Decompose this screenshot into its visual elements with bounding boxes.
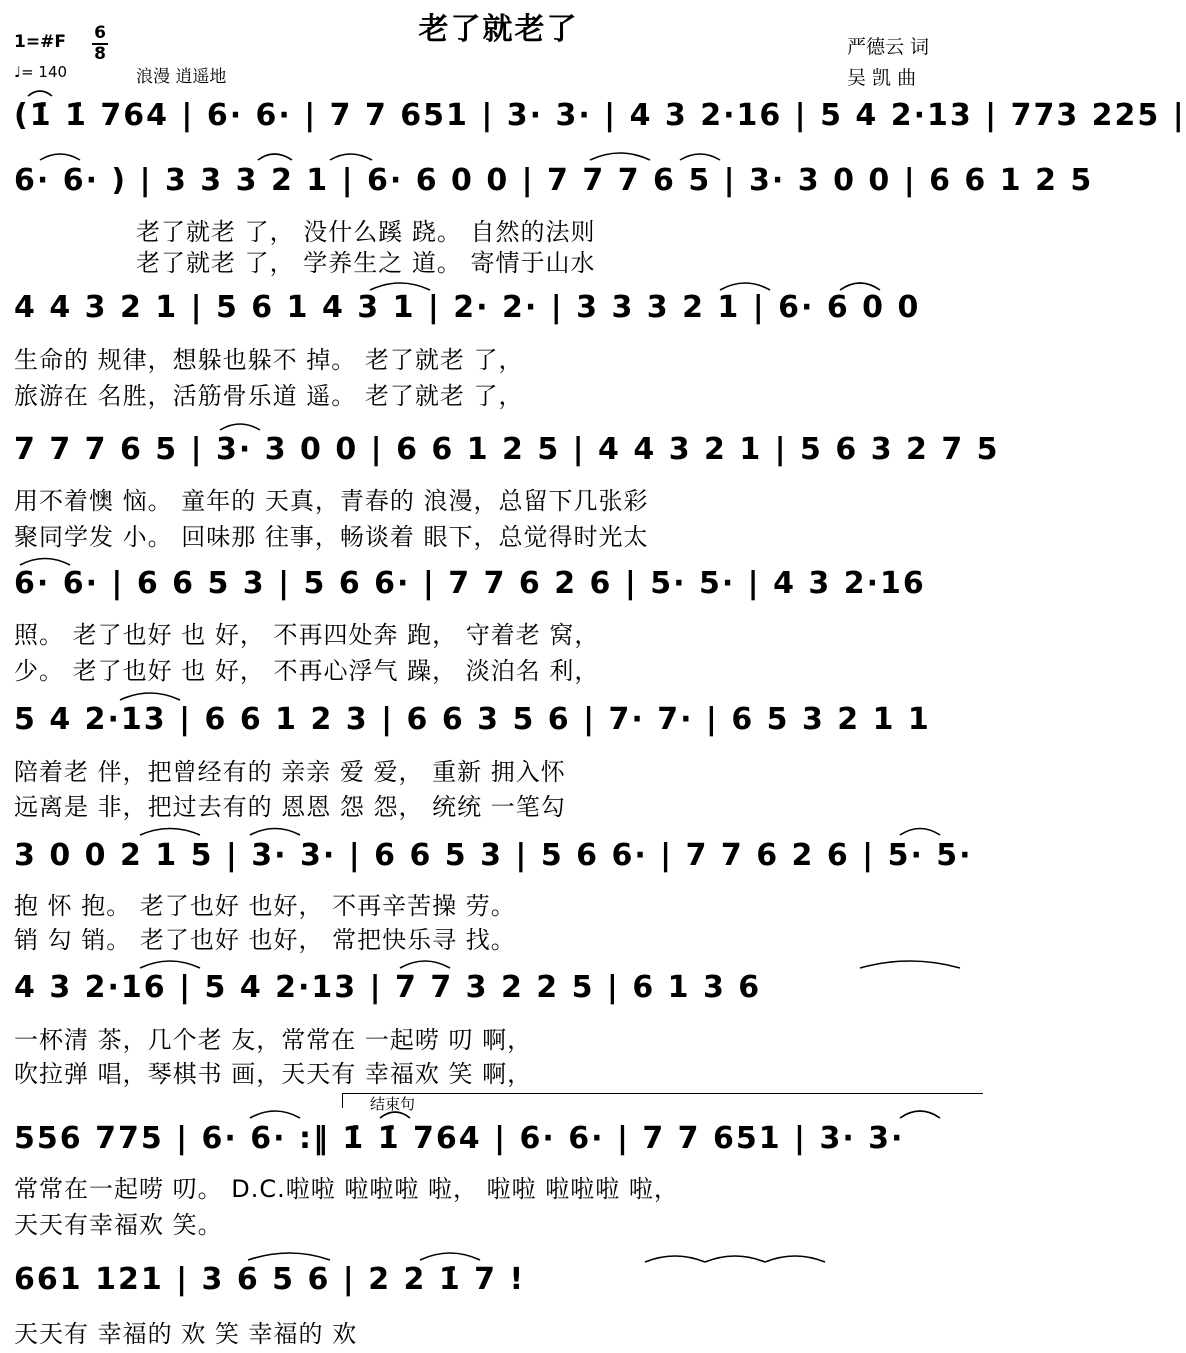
slur: [380, 1112, 410, 1118]
score-line-8-lyric-verse-2: 吹拉弹 唱，琴棋书 画，天天有 幸福欢 笑 啊，: [14, 1060, 533, 1088]
score-line-2-notes: 6· 6· ) | 3 3 3 2 1 | 6· 6 0 0 | 7 7 7 6 5 | 3· 3 0 0 | 6 6 1 2 5: [14, 163, 1094, 198]
slur: [370, 283, 430, 290]
slur: [720, 283, 770, 290]
slur: [120, 693, 180, 700]
score-line-7-lyric-verse-1: 抱 怀 抱。 老了也好 也好， 不再辛苦操 劳。: [14, 892, 516, 920]
score-line-7-notes: 3 0 0 2 1 5 | 3· 3· | 6 6 5 3 | 5 6 6· | 7 7 6 2 6 | 5· 5·: [14, 838, 973, 873]
slur: [140, 961, 200, 968]
score-line-2-lyric-verse-1: 老了就老 了， 没什么蹊 跷。 自然的法则: [136, 218, 596, 246]
slur: [330, 154, 372, 160]
score-line-8-lyric-verse-1: 一杯清 茶，几个老 友，常常在 一起唠 叨 啊，: [14, 1026, 533, 1054]
time-signature-top: 6: [94, 23, 106, 43]
slur: [765, 1256, 825, 1262]
slur: [40, 154, 80, 160]
score-line-6-lyric-verse-1: 陪着老 伴，把曾经有的 亲亲 爱 爱， 重新 拥入怀: [14, 758, 566, 786]
slur: [860, 961, 960, 968]
score-line-5-lyric-verse-1: 照。 老了也好 也 好， 不再四处奔 跑， 守着老 窝，: [14, 621, 600, 649]
lyricist-credit: 严德云 词: [847, 36, 930, 58]
score-line-5-notes: 6· 6· | 6 6 5 3 | 5 6 6· | 7 7 6 2 6 | 5· 5· | 4 3 2·16: [14, 566, 926, 601]
key-signature: 1=#F: [14, 32, 66, 52]
score-line-7-lyric-verse-2: 销 勾 销。 老了也好 也好， 常把快乐寻 找。: [14, 926, 516, 954]
slur: [140, 829, 200, 836]
slur: [400, 961, 450, 968]
slur: [680, 154, 720, 160]
score-line-9-notes: 556 775 | 6· 6· :‖ 1̇ 1̇ 764 | 6· 6· | 7 7 651 | 3· 3·: [14, 1121, 905, 1156]
score-line-3-lyric-verse-2: 旅游在 名胜，活筋骨乐道 遥。 老了就老 了，: [14, 382, 524, 410]
score-line-6-notes: 5 4 2·13 | 6 6 1 2 3 | 6 6 3 5 6 | 7· 7· | 6 5 3 2 1 1: [14, 702, 931, 737]
slur: [900, 829, 940, 836]
composer-credit: 吴 凯 曲: [847, 67, 917, 89]
tempo-marking: ♩= 140: [14, 63, 68, 81]
slur: [645, 1256, 705, 1262]
slur: [840, 283, 880, 290]
slur: [900, 1111, 940, 1118]
score-line-3-notes: 4 4 3 2 1 | 5 6 1 4 3 1 | 2· 2· | 3 3 3 2 1 | 6· 6 0 0: [14, 290, 921, 325]
slur: [258, 154, 292, 160]
slur: [28, 91, 52, 96]
score-line-4-notes: 7 7 7 6 5 | 3· 3 0 0 | 6 6 1 2 5 | 4 4 3 2 1 | 5 6 3 2 7 5: [14, 432, 1000, 467]
ending-label: 结束句: [370, 1095, 416, 1113]
score-line-2-lyric-verse-2: 老了就老 了， 学养生之 道。 寄情于山水: [136, 249, 596, 277]
score-line-10-notes: 661 121 | 3 6 5 6 | 2 2 1̇ 7 !: [14, 1262, 526, 1297]
song-title: 老了就老了: [418, 12, 579, 47]
score-line-4-lyric-verse-1: 用不着懊 恼。 童年的 天真，青春的 浪漫，总留下几张彩: [14, 487, 649, 515]
score-line-4-lyric-verse-2: 聚同学发 小。 回味那 往事，畅谈着 眼下，总觉得时光太: [14, 523, 649, 551]
expression-marking: 浪漫 逍遥地: [136, 67, 227, 87]
slur: [248, 1253, 330, 1260]
slur: [250, 1111, 300, 1118]
slur: [20, 559, 70, 566]
slur: [420, 1253, 480, 1260]
slur: [590, 153, 650, 160]
score-line-3-lyric-verse-1: 生命的 规律，想躲也躲不 掉。 老了就老 了，: [14, 346, 524, 374]
score-line-5-lyric-verse-2: 少。 老了也好 也 好， 不再心浮气 躁， 淡泊名 利，: [14, 657, 600, 685]
slur: [250, 829, 300, 836]
score-line-1-notes: (1̇ 1̇ 764 | 6· 6· | 7 7 651 | 3· 3· | 4 3 2·16 | 5 4 2·13 | 773 225 |: [14, 98, 1186, 133]
score-line-6-lyric-verse-2: 远离是 非，把过去有的 恩恩 怨 怨， 统统 一笔勾: [14, 793, 566, 821]
time-signature-bottom: 8: [94, 44, 106, 64]
score-line-9-lyric-verse-1: 常常在一起唠 叨。 D.C.啦啦 啦啦啦 啦， 啦啦 啦啦啦 啦，: [14, 1175, 679, 1203]
score-line-9-lyric-verse-2: 天天有幸福欢 笑。: [14, 1211, 223, 1239]
slur: [220, 424, 260, 430]
slur: [705, 1256, 765, 1262]
score-line-8-notes: 4 3 2·16 | 5 4 2·13 | 7 7 3 2 2 5 | 6 1 3 6: [14, 970, 762, 1005]
score-line-10-lyric: 天天有 幸福的 欢 笑 幸福的 欢: [14, 1320, 358, 1348]
